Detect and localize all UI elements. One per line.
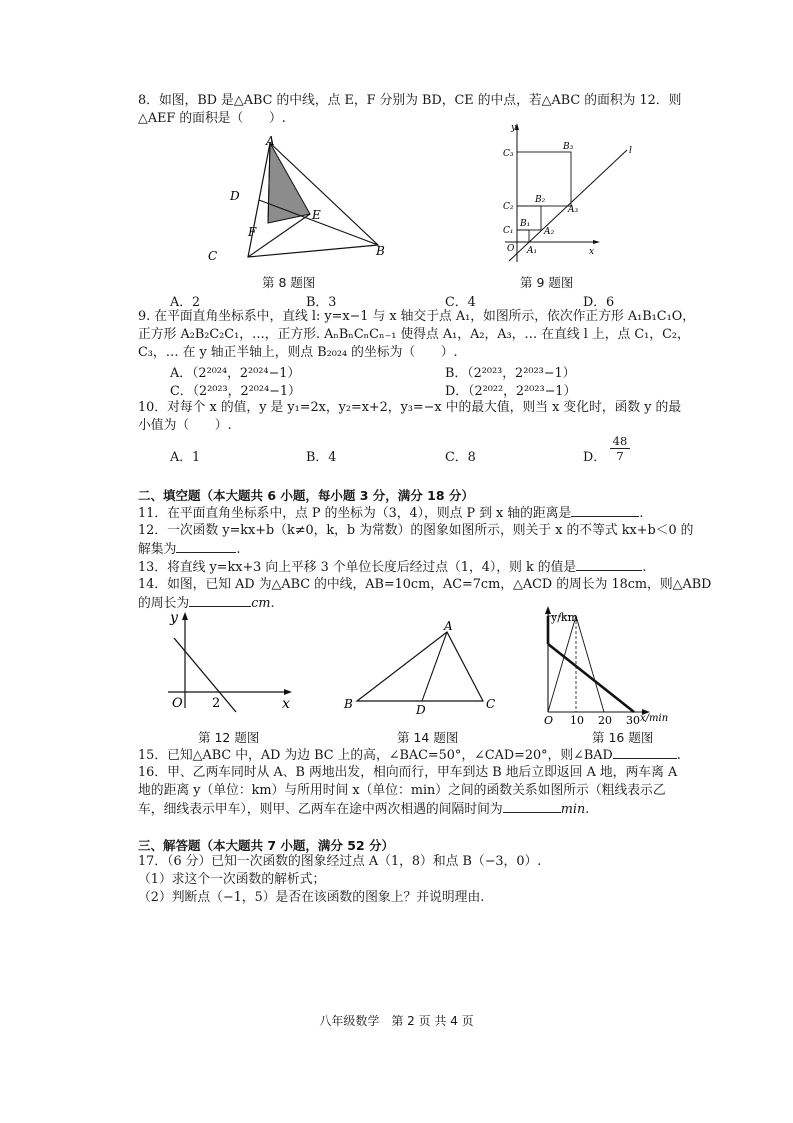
q13-end: . — [642, 560, 647, 575]
figure-14-triangle — [340, 618, 505, 718]
fig16-label-x: x/min — [640, 713, 669, 724]
fig8-label-D: D — [230, 189, 240, 203]
fig12-label-y: y — [170, 610, 178, 626]
fig9-label-x: x — [589, 247, 595, 257]
q10-option-d: D． — [583, 450, 607, 465]
fig16-tick-20: 20 — [598, 714, 612, 726]
fig12-caption: 第 12 题图 — [198, 730, 260, 745]
q9-option-b: B．（2²⁰²³，2²⁰²³−1） — [445, 366, 576, 381]
fig9-label-l: l — [629, 146, 632, 156]
q13-text: 13．将直线 y=kx+3 向上平移 3 个单位长度后经过点（1，4），则 k 的值是 — [138, 560, 577, 575]
q15-end: . — [676, 748, 681, 763]
q8-option-b: B．3 — [306, 295, 337, 310]
fig8-label-B: B — [376, 244, 385, 258]
figure-12-graph — [160, 608, 300, 718]
fig9-label-A2: A₂ — [544, 227, 555, 237]
q10-line2: 小值为（ ）. — [138, 418, 232, 433]
fig9-caption: 第 9 题图 — [520, 275, 574, 290]
fig16-label-y: y/km — [551, 611, 579, 624]
q8-option-d: D．6 — [583, 295, 615, 310]
fig16-tick-30: 30 — [626, 714, 640, 726]
q10-line1: 10．对每个 x 的值，y 是 y₁=2x，y₂=x+2，y₃=−x 中的最大值，则当 x 变化时，函数 y 的最 — [138, 400, 682, 415]
q9-line1: 9. 在平面直角坐标系中，直线 l: y=x−1 与 x 轴交于点 A₁，如图所示，依次作正方形 A₁B₁C₁O， — [138, 309, 696, 324]
q16-line3 — [138, 800, 589, 819]
fig9-label-O: O — [507, 244, 515, 254]
q9-line2: 正方形 A₂B₂C₂C₁，…，正方形. AₙBₙCₙCₙ₋₁ 使得点 A₁，A₂，A₃，… 在直线 l 上，点 C₁，C₂， — [138, 327, 690, 342]
q16-line1: 16．甲、乙两车同时从 A、B 两地出发，相向而行，甲车到达 B 地后立即返回 A 地，两车离 A — [138, 765, 678, 780]
q16-line2: 地的距离 y（单位：km）与所用时间 x（单位：min）之间的函数关系如图所示（粗线表示乙 — [138, 783, 666, 798]
fig16-tick-10: 10 — [570, 714, 584, 726]
q12-answer-blank[interactable] — [176, 540, 236, 553]
q10-option-d-fraction — [610, 434, 630, 463]
fig8-label-C: C — [208, 249, 218, 263]
fig9-label-C1: C₁ — [503, 226, 514, 236]
q16-end: min. — [560, 802, 590, 817]
fraction-denominator: 7 — [616, 449, 624, 463]
fig9-label-C3: C₃ — [503, 149, 514, 159]
q9-option-c: C．（2²⁰²³，2²⁰²⁴−1） — [170, 384, 301, 399]
q14-text: 的周长为 — [138, 596, 190, 611]
fig9-label-C2: C₂ — [503, 202, 514, 212]
fig12-label-2: 2 — [212, 696, 221, 711]
q15-text: 15．已知△ABC 中，AD 为边 BC 上的高，∠BAC=50°，∠CAD=20°，则∠BAD — [138, 748, 613, 763]
q9-option-d: D．（2²⁰²²，2²⁰²³−1） — [445, 384, 577, 399]
q10-option-b: B．4 — [306, 450, 337, 465]
fig8-caption: 第 8 题图 — [262, 275, 316, 290]
fig14-label-B: B — [344, 697, 353, 711]
q12-line1: 12．一次函数 y=kx+b（k≠0，k，b 为常数）的图象如图所示，则关于 x 的不等式 kx+b＜0 的 — [138, 523, 694, 538]
q13-answer-blank[interactable] — [576, 558, 642, 571]
fig9-label-B3: B₃ — [563, 142, 574, 152]
q17-line2: （1）求这个一次函数的解析式； — [138, 872, 326, 887]
q11-line — [138, 504, 643, 523]
q8-option-c: C．4 — [445, 295, 476, 310]
q10-option-c: C．8 — [445, 450, 476, 465]
q8-line2: △AEF 的面积是（ ）. — [138, 111, 286, 126]
q11-text: 11．在平面直角坐标系中，点 P 的坐标为（3，4），则点 P 到 x 轴的距离是 — [138, 506, 572, 521]
q15-line — [138, 746, 681, 765]
fig9-label-A3: A₃ — [568, 205, 579, 215]
fig16-caption: 第 16 题图 — [592, 730, 654, 745]
fig9-label-B1: B₁ — [520, 219, 531, 229]
figure-16-graph — [538, 604, 688, 726]
q14-end: cm. — [251, 596, 275, 611]
q9-option-a: A．（2²⁰²⁴，2²⁰²⁴−1） — [170, 366, 301, 381]
q8-option-a: A．2 — [170, 295, 201, 310]
q9-line3: C₃，… 在 y 轴正半轴上，则点 B₂₀₂₄ 的坐标为（ ）. — [138, 345, 458, 360]
fig14-label-D: D — [416, 703, 426, 717]
fig9-label-A1: A₁ — [527, 246, 538, 256]
page-footer: 八年级数学 第 2 页 共 4 页 — [319, 1014, 474, 1028]
q14-line1: 14．如图，已知 AD 为△ABC 的中线，AB=10cm，AC=7cm，△ACD 的周长为 18cm，则△ABD — [138, 577, 712, 592]
fig8-label-F: F — [248, 225, 257, 239]
fig14-caption: 第 14 题图 — [397, 730, 459, 745]
q17-line1: 17．（6 分）已知一次函数的图象经过点 A（1，8）和点 B（−3，0）. — [138, 854, 542, 869]
q12-end: . — [236, 542, 241, 557]
fig8-label-E: E — [312, 208, 321, 222]
section-2-heading: 二、填空题（本大题共 6 小题，每小题 3 分，满分 18 分） — [138, 488, 474, 503]
fig12-label-O: O — [172, 696, 183, 711]
figure-9-squares — [497, 120, 642, 270]
fig8-label-A: A — [266, 135, 275, 148]
q12-text: 解集为 — [138, 542, 177, 557]
section-3-heading: 三、解答题（本大题共 7 小题，满分 52 分） — [138, 838, 395, 853]
q16-answer-blank[interactable] — [503, 800, 561, 813]
q17-line3: （2）判断点（−1，5）是否在该函数的图象上？并说明理由. — [138, 890, 485, 905]
fig9-label-y: y — [511, 123, 517, 133]
fig16-label-O: O — [544, 714, 554, 726]
q13-line — [138, 558, 646, 577]
fig14-label-A: A — [444, 619, 453, 633]
q16-text: 车，细线表示甲车），则甲、乙两车在途中两次相遇的间隔时间为 — [138, 802, 503, 817]
q14-answer-blank[interactable] — [189, 594, 251, 607]
q10-option-a: A．1 — [170, 450, 201, 465]
q12-line2 — [138, 540, 240, 559]
q11-end: . — [639, 506, 644, 521]
q8-line1: 8．如图，BD 是△ABC 的中线，点 E，F 分别为 BD，CE 的中点，若△ABC 的面积为 12．则 — [138, 93, 682, 108]
figure-8-triangle — [200, 135, 390, 265]
fraction-numerator: 48 — [610, 434, 630, 449]
fig9-label-B2: B₂ — [535, 195, 546, 205]
q11-answer-blank[interactable] — [571, 504, 639, 517]
fig14-label-C: C — [486, 697, 496, 711]
q15-answer-blank[interactable] — [613, 746, 677, 759]
fig12-label-x: x — [282, 696, 290, 712]
